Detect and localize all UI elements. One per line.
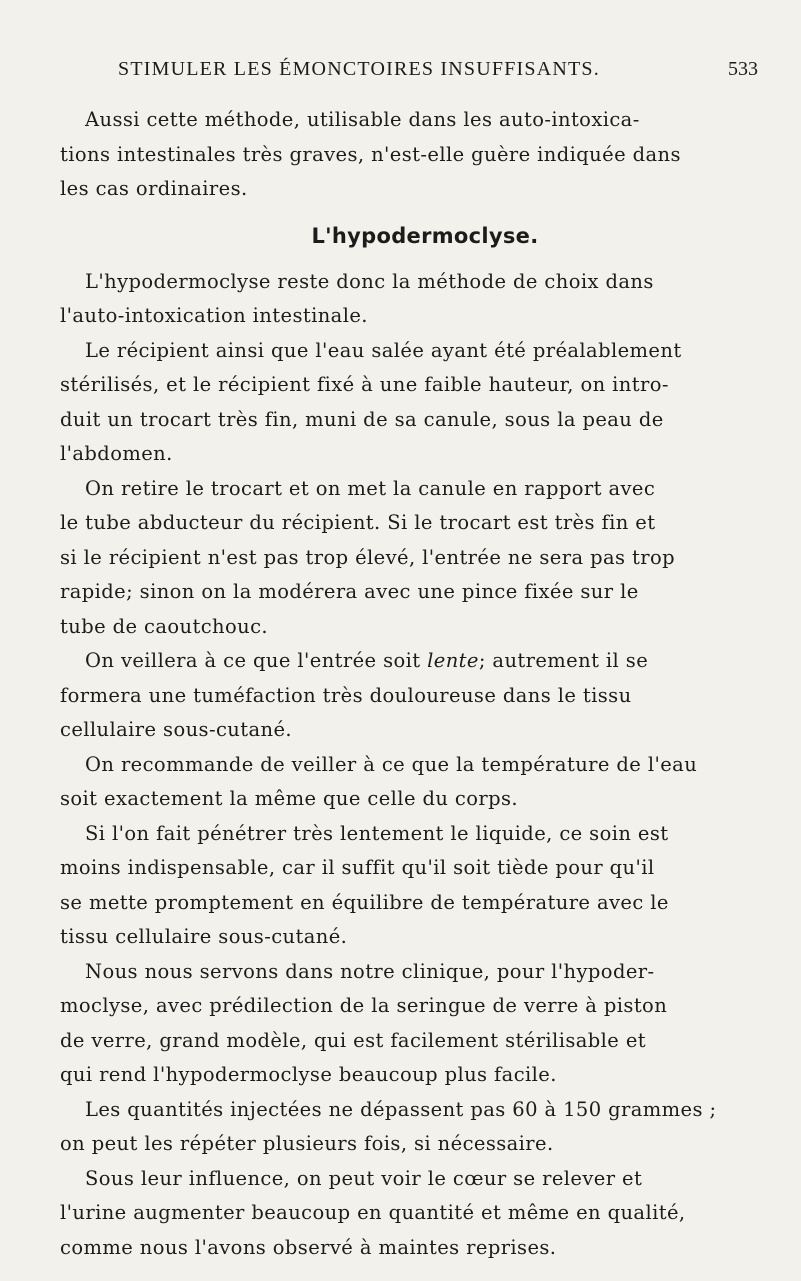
text-segment: Sous leur influence, on peut voir le cœur se relever et (85, 1166, 643, 1190)
text-segment: l'urine augmenter beaucoup en quantité et même en qualité, (60, 1201, 686, 1224)
text-line (60, 575, 780, 610)
text-line (60, 1093, 780, 1128)
text-line (60, 403, 780, 438)
text-segment: l'abdomen. (60, 442, 173, 465)
text-line (60, 368, 780, 403)
text-line (60, 886, 780, 921)
emphasized-word: lente (427, 649, 479, 672)
text-line (60, 1162, 780, 1197)
text-line: les cas ordinaires. (60, 177, 248, 200)
text-segment: stérilisés, et le récipient fixé à une faible hauteur, on intro- (60, 373, 669, 396)
text-segment: de verre, grand modèle, qui est facilement stérilisable et (60, 1028, 646, 1052)
text-segment: comme nous l'avons observé à maintes reprises. (60, 1235, 557, 1259)
page-number: 533 (728, 58, 758, 80)
text-segment: L'hypodermoclyse reste donc la méthode de choix dans (85, 269, 654, 293)
text-segment: On recommande de veiller à ce que la température de l'eau (85, 752, 698, 776)
running-title: STIMULER LES ÉMONCTOIRES INSUFFISANTS. (118, 58, 600, 80)
text-line (60, 851, 780, 886)
text-block (60, 103, 780, 1265)
text-line (60, 265, 780, 300)
body-paragraphs (60, 265, 780, 1266)
text-line: Aussi cette méthode, utilisable dans les auto-intoxica- (85, 108, 640, 131)
text-line (60, 955, 780, 990)
text-line (60, 1196, 780, 1231)
text-line (60, 679, 780, 714)
text-line (60, 334, 780, 369)
text-line (60, 541, 780, 576)
text-segment: Le récipient ainsi que l'eau salée ayant été préalablement (85, 338, 682, 362)
text-segment: qui rend l'hypodermoclyse beaucoup plus facile. (60, 1063, 557, 1086)
text-segment: l'auto-intoxication intestinale. (60, 304, 368, 327)
text-segment: cellulaire sous-cutané. (60, 718, 292, 741)
text-line (60, 748, 780, 783)
text-segment: tube de caoutchouc. (60, 614, 269, 638)
text-line (60, 1024, 780, 1059)
section-heading: L'hypodermoclyse. (311, 223, 539, 248)
text-segment: Les quantités injectées ne dépassent pas 60 à 150 grammes ; (85, 1097, 717, 1121)
text-line (60, 817, 780, 852)
running-head (118, 58, 758, 88)
text-segment: On retire le trocart et on met la canule en rapport avec (85, 476, 656, 500)
text-line (60, 472, 780, 507)
text-segment: ; autrement il se (478, 649, 649, 672)
text-segment: moins indispensable, car il suffit qu'il soit tiède pour qu'il (60, 856, 655, 879)
text-segment: soit exactement la même que celle du corps. (60, 787, 518, 810)
text-line (60, 644, 780, 679)
text-segment: formera une tuméfaction très douloureuse dans le tissu (60, 683, 632, 707)
text-segment: Nous nous servons dans notre clinique, pour l'hypoder- (85, 959, 655, 983)
text-segment: on peut les répéter plusieurs fois, si nécessaire. (60, 1132, 554, 1155)
text-segment: si le récipient n'est pas trop élevé, l'entrée ne sera pas trop (60, 545, 675, 569)
text-segment: se mette promptement en équilibre de température avec le (60, 890, 669, 914)
text-line (60, 989, 780, 1024)
text-line (60, 610, 780, 645)
text-line (60, 1231, 780, 1266)
text-segment: duit un trocart très fin, muni de sa canule, sous la peau de (60, 407, 664, 431)
text-segment: On veillera à ce que l'entrée soit (85, 649, 428, 672)
text-segment: rapide; sinon on la modérera avec une pince fixée sur le (60, 580, 639, 603)
text-line (60, 506, 780, 541)
text-segment: Si l'on fait pénétrer très lentement le liquide, ce soin est (85, 821, 669, 845)
text-line (60, 782, 780, 817)
text-line: tions intestinales très graves, n'est-elle guère indiquée dans (60, 142, 681, 166)
text-line (60, 299, 780, 334)
text-segment: moclyse, avec prédilection de la seringue de verre à piston (60, 994, 668, 1017)
text-line (60, 437, 780, 472)
text-segment: tissu cellulaire sous-cutané. (60, 925, 348, 948)
text-line (60, 1127, 780, 1162)
text-line (60, 920, 780, 955)
text-line (60, 713, 780, 748)
text-line (60, 1058, 780, 1093)
text-segment: le tube abducteur du récipient. Si le trocart est très fin et (60, 511, 656, 534)
